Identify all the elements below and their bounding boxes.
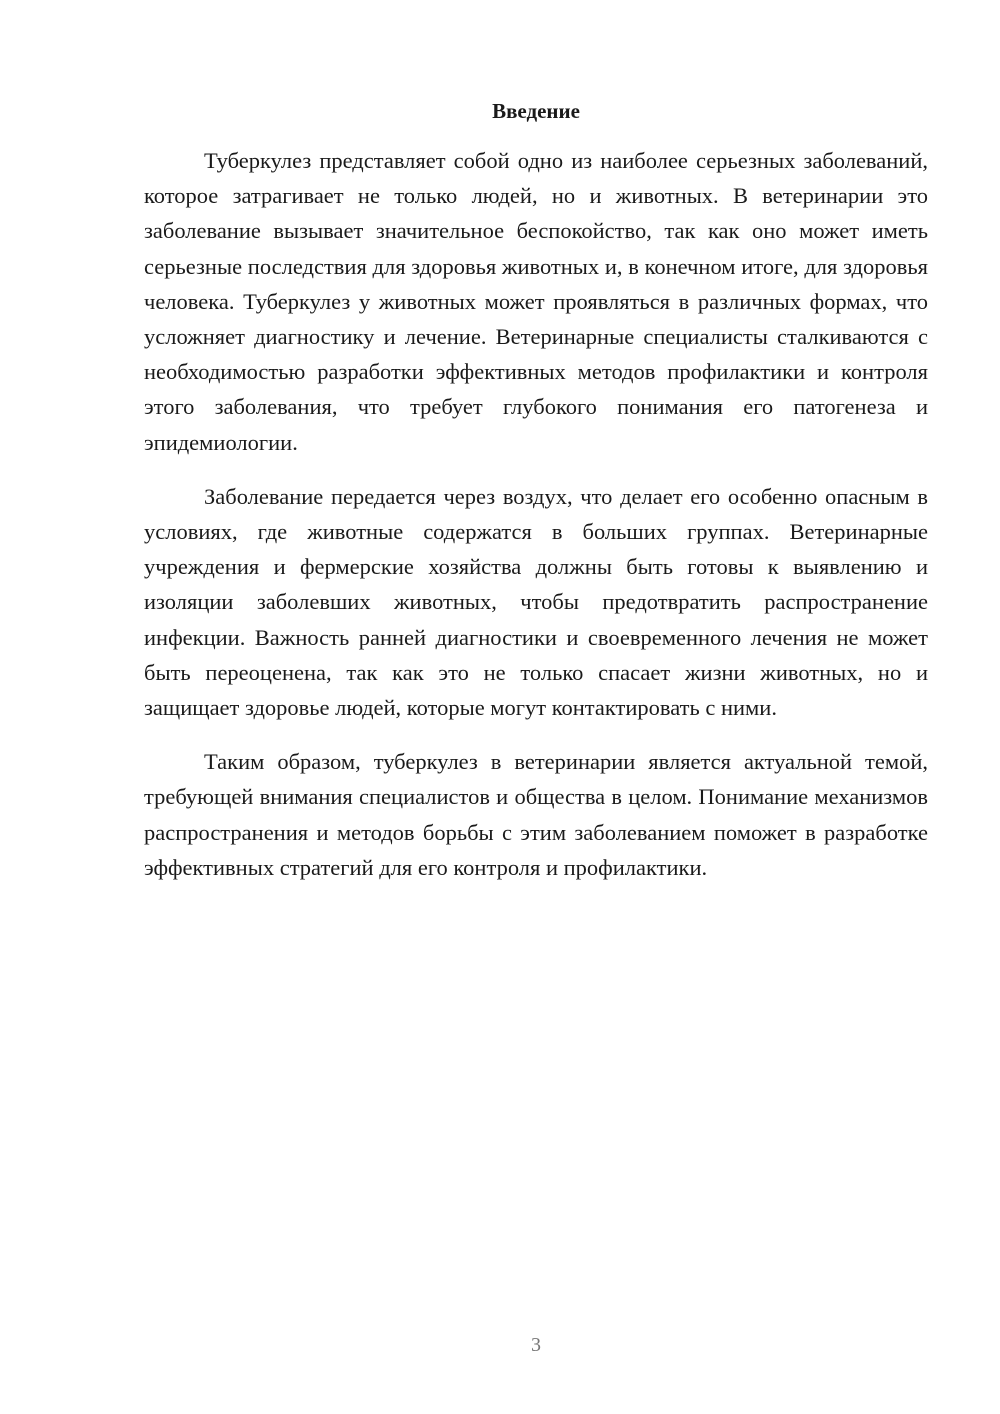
paragraph-2: Заболевание передается через воздух, что делает его особенно опасным в условиях, где животные содержатся в больших группах. Ветеринарные учреждения и фермерские хозяйства должны быть готовы к выявлению и изоляции заболевших животных, чтобы предотвратить распространение инфекции. Важность ранней диагностики и своевременного лечения не может быть переоценена, так как это не только спасает жизни животных, но и защищает здоровье людей, которые могут контактировать с ними. — [144, 483, 928, 721]
body-text — [144, 143, 928, 904]
page-title: Введение — [492, 99, 580, 123]
paragraph-3: Таким образом, туберкулез в ветеринарии является актуальной темой, требующей внимания специалистов и общества в целом. Понимание механизмов распространения и методов борьбы с этим заболеванием поможет в разработке эффективных стратегий для его контроля и профилактики. — [144, 749, 928, 880]
page-number: 3 — [531, 1334, 541, 1356]
paragraph-1: Туберкулез представляет собой одно из наиболее серьезных заболеваний, которое затрагивает не только людей, но и животных. В ветеринарии это заболевание вызывает значительное беспокойство, так как оно может иметь серьезные последствия для здоровья животных и, в конечном итоге, для здоровья человека. Туберкулез у животных может проявляться в различных формах, что усложняет диагностику и лечение. Ветеринарные специалисты сталкиваются с необходимостью разработки эффективных методов профилактики и контроля этого заболевания, что требует глубокого понимания его патогенеза и эпидемиологии. — [144, 148, 928, 455]
